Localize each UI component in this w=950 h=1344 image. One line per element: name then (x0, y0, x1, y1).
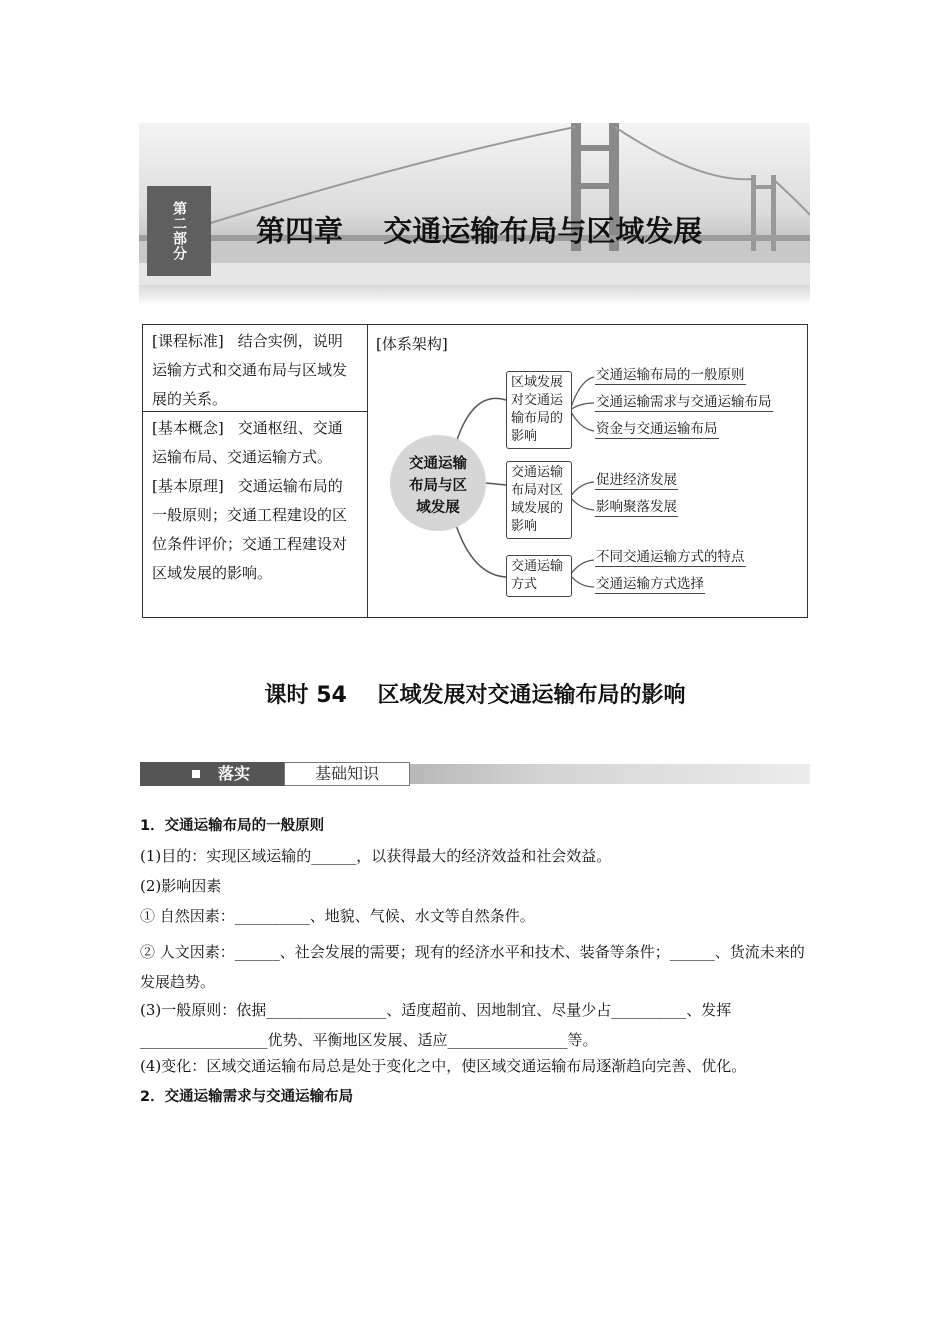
framework-column (368, 325, 807, 617)
branch-line: 交通运输 (511, 559, 564, 574)
lesson-title: 课时 54 区域发展对交通运输布局的影响 (264, 683, 686, 708)
mindmap-leaf: 交通运输需求与交通运输布局 (595, 390, 773, 412)
branch-line: 区域发展 (511, 375, 564, 390)
standards-column (143, 325, 368, 617)
bridge-illustration (139, 123, 810, 285)
basic-concept-text: 交通枢纽、交通运输布局、交通运输方式。 (152, 419, 343, 466)
paragraph: (2)影响因素 (140, 877, 222, 895)
mindmap-leaf: 交通运输布局的一般原则 (595, 363, 746, 385)
course-standard-tag: [课程标准] (152, 332, 224, 350)
mindmap-branch-node (506, 555, 572, 597)
branch-line: 交通运输 (511, 465, 564, 480)
overview-table (142, 324, 808, 618)
chapter-banner (139, 123, 810, 285)
center-line: 布局与区 (409, 478, 467, 494)
mindmap-leaf: 影响聚落发展 (595, 495, 678, 517)
branch-line: 对交通运 (511, 393, 564, 408)
mindmap-center-node (390, 435, 486, 531)
mindmap-branch-node (506, 461, 572, 539)
mindmap-leaf: 资金与交通运输布局 (595, 417, 719, 439)
part-tab: 第二部分 (147, 186, 211, 276)
paragraph: ① 自然因素：__________、地貌、气候、水文等自然条件。 (140, 907, 535, 925)
basic-concept-tag: [基本概念] (152, 419, 224, 437)
basic-principle-tag: [基本原理] (152, 477, 224, 495)
branch-line: 布局对区 (511, 483, 564, 498)
framework-label: [体系架构] (376, 335, 448, 353)
center-line: 交通运输 (409, 456, 467, 472)
mindmap-branch-node (506, 371, 572, 449)
concept-principle-cell (143, 412, 367, 617)
branch-line: 影响 (511, 519, 538, 534)
center-line: 域发展 (416, 500, 460, 516)
branch-line: 输布局的 (511, 411, 564, 426)
course-standard-cell (143, 325, 367, 412)
course-standard-text: 结合实例，说明运输方式和交通布局与区域发展的关系。 (152, 332, 348, 408)
section-dark-label (140, 762, 284, 786)
mindmap-leaf: 促进经济发展 (595, 468, 678, 490)
paragraph: (4)变化：区域交通运输布局总是处于变化之中，使区域交通运输布局逐渐趋向完善、优化。 (140, 1057, 747, 1075)
chapter-title: 第四章 交通运输布局与区域发展 (256, 214, 703, 248)
paragraph: ② 人文因素：______、社会发展的需要；现有的经济水平和技术、装备等条件；______、货流未来的发展趋势。 (140, 943, 805, 991)
section-dark-text: 落实 (218, 764, 251, 783)
branch-line: 方式 (511, 577, 538, 592)
banner-shadow (139, 285, 810, 305)
branch-line: 域发展的 (511, 501, 564, 516)
section-light-label: 基础知识 (284, 762, 410, 786)
section-header-bar (140, 760, 810, 788)
heading-2: 2．交通运输需求与交通运输布局 (140, 1089, 354, 1105)
mindmap-leaf: 交通运输方式选择 (595, 572, 705, 594)
mindmap-leaf: 不同交通运输方式的特点 (595, 545, 746, 567)
paragraph: (1)目的：实现区域运输的______，以获得最大的经济效益和社会效益。 (140, 847, 612, 865)
paragraph: (3)一般原则：依据________________、适度超前、因地制宜、尽量少占__________、发挥_________________优势、平衡地区发展、适应________________等。 (140, 1001, 732, 1049)
basic-principle-text: 交通运输布局的一般原则；交通工程建设的区位条件评价；交通工程建设对区域发展的影响。 (152, 477, 348, 582)
heading-1: 1．交通运输布局的一般原则 (140, 818, 325, 834)
branch-line: 影响 (511, 429, 538, 444)
square-bullet-icon (192, 770, 200, 778)
